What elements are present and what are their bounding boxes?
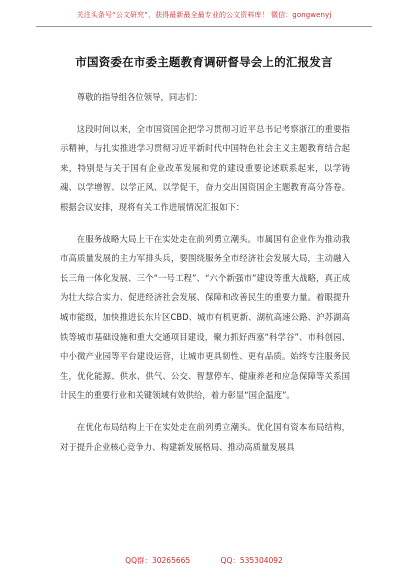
salutation: 尊敬的指导组各位领导，同志们： <box>76 92 203 102</box>
header-divider <box>36 26 372 27</box>
footer-contact <box>0 555 408 566</box>
paragraph-intro: 这段时间以来，全市国资国企把学习贯彻习近平总书记考察浙江的重要指示精神，与扎实推进学习贯彻习近平新时代中国特色社会主义主题教育结合起来，特别是与关于国有企业改革发展和党的建设重要论述联系起来，以学铸魂、以学增智、以学正风、以学促干，奋力交出国资国企主题教育高分答卷。根据会议安排，现将有关工作进展情况汇报如下： <box>60 123 350 212</box>
paragraph-strategy: 在服务战略大局上干在实处走在前列勇立潮头。市属国有企业作为推动我市高质量发展的主力军排头兵，要围绕服务全市经济社会发展大局，主动融入长三角一体化发展、三个“一号工程”、“六个新强市”建设等重大战略，真正成为壮大综合实力、促进经济社会发展、保障和改善民生的重要力量。着眼提升城市能级，加快推进长东片区CBD、城市有机更新、湖杭高速公路、沪苏湖高铁等城市基础设施和重大交通项目建设，聚力抓好西塞“科学谷”、市科创园、中小微产业园等平台建设运营，让城市更具韧性、更有品质。始终专注服务民生，优化能源、供水、供气、公交、智慧停车、健康养老和应急保障等关系国计民生的重要行业和关键领域有效供给，着力彰显“国企温度”。 <box>60 233 350 401</box>
document-body <box>60 88 350 465</box>
footer-qq: QQ：535304092 <box>220 556 283 565</box>
footer-qq-group: QQ群：30265665 <box>125 556 191 565</box>
document-title: 市国资委在市委主题教育调研督导会上的汇报发言 <box>75 55 333 69</box>
header-banner: 关注头条号“公文研究”，获得最新最全最专业的公文资料库！ 微信：gongwenyj <box>76 11 332 19</box>
paragraph-structure: 在优化布局结构上干在实处走在前列勇立潮头。优化国有资本布局结构，对于提升企业核心竞争力、构建新发展格局、推动高质量发展具 <box>60 421 350 452</box>
